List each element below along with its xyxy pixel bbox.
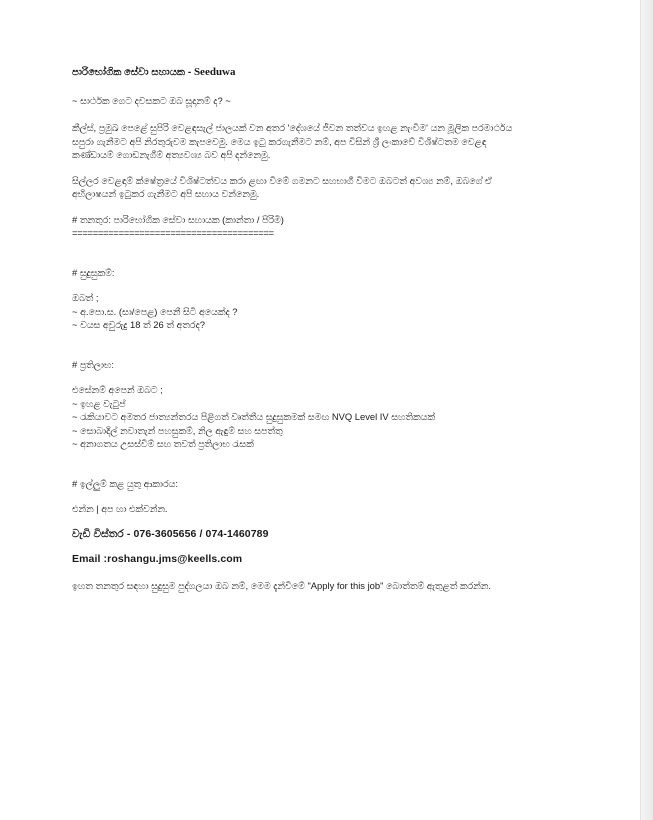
document-body	[72, 66, 572, 592]
intro-paragraph-2-line-1: සිල්ලර වෙළඳාම් ක්ෂේත්‍රයේ විශිෂ්ටත්වය කරා ළඟා වීමේ ගමනට සහභාගී වීමට ඔබටත් අවශ්‍ය නම්, ඔබගේ ඒ	[72, 174, 492, 186]
phone-label: වැඩි විස්තර -	[72, 527, 134, 540]
benefits-heading: # ප්‍රතිලාභ:	[72, 358, 114, 370]
benefits-intro: එසේනම් අපෙන් ඔබට ;	[72, 384, 163, 395]
footer-instruction: ඉහත තනතුර සඳහා සුදුසුම පුද්ගලයා ඔබ නම්, මෙම දැන්වීමේ "Apply for this job" බොත්තම් ඇතුළත් කරන්න.	[72, 579, 492, 591]
list-item: ~ අ.පො.ස. (සා/පෙළ) පෙනී සිටි අයෙක්ද ?	[72, 305, 238, 317]
list-item: ~ අනාගතය උසස්වීම් සහ තවත් ප්‍රතිලාභ රැසක්	[72, 438, 254, 449]
position-heading: # තනතුර: පාරිභෝගික සේවා සහායක (කාන්තා / පිරිමි)	[72, 213, 284, 225]
list-item: ~ රැකියාවට අමතර ජාත්‍යන්තරය පිළිගත් වෘත්තීය සුදුසුකමක් සමඟ NVQ Level IV සහතිකයක්	[72, 411, 435, 422]
intro-paragraph-1-line-3: කණ්ඩායම් ගොඩනැගීම් අත්‍යවශ්‍ය බව අපි දන්නෙමු.	[72, 149, 271, 160]
apply-heading: # ඉල්ලුම් කළ යුතු ආකාරය:	[72, 477, 179, 489]
title-sinhala: පාරිභෝගික සේවා සහායක -	[72, 67, 194, 78]
intro-paragraph-1-line-1: කීල්ස්, ප්‍රමුඛ පෙළේ සුපිරි වෙළඳසැල් ජාලයක් වන අතර 'දේශයේ ජීවන තත්වය ඉහළ නැංවීම' යන මූලික පරමාර්ථය	[72, 122, 513, 133]
list-item: ~ වයස අවුරුදු 18 ත් 26 ත් අතරද?	[72, 319, 205, 330]
intro-paragraph-1-line-2: සපුරා ගැනීමට අපි නිරතුරුවම කැපවෙමු. මෙය ඉටු කරගැනීමට නම්, අප විසින් ශ්‍රී ලංකාවේ විශිෂ්ටතම වෙළඳ	[72, 135, 487, 147]
phone-contact	[72, 528, 572, 542]
list-item: ~ සොබාදිල් නවාතැන් පහසුකම්, නිල ඇඳුම් සහ සපත්තු	[72, 424, 283, 436]
apply-line: එන්න | අප හා එක්වන්න.	[72, 503, 168, 514]
phone-numbers: 076-3605656 / 074-1460789	[133, 527, 269, 540]
intro-paragraph-2-line-2: අභිලාෂයන් ඉටුකර ගැනීමට අපි සහාය වන්නෙමු.	[72, 188, 260, 199]
page-edge-scrollbar	[640, 0, 653, 820]
qualifications-heading: # සුදුසුකම්:	[72, 266, 115, 278]
list-item: ~ ඉහළ වැටුප්	[72, 397, 126, 409]
page-title	[72, 66, 572, 80]
qualifications-intro: ඔබත් ;	[72, 292, 99, 303]
tagline: ~ සාර්ථක ගෙට දවසකට ඔබ සූදානම් ද? ~	[72, 94, 231, 106]
email-contact: Email :roshangu.jms@keells.com	[72, 553, 243, 565]
title-location: Seeduwa	[193, 66, 236, 78]
divider-line: =======================================	[72, 227, 274, 238]
